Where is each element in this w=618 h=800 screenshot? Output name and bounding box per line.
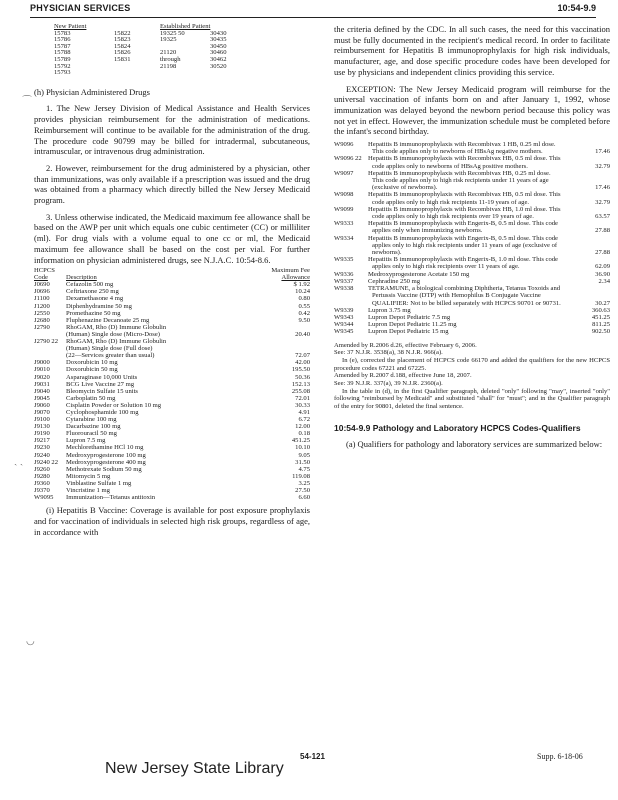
- hep-desc-cell: Medroxyprogesterone Acetate 150 mg: [368, 270, 470, 278]
- paragraph-h3: 3. Unless otherwise indicated, the Medicaid maximum fee allowance shall be based on the AWP per unit which equals one cubic centimeter (CC) or milliliter (ml). For drug vials with a volume equal to one cc or ml, the Medicaid maximum fee allowance shall be based on the cost per vial. For further information on physician administered drugs, see N.J.A.C. 10:54-8.6.: [34, 211, 310, 265]
- table-row: [334, 141, 610, 155]
- margin-mark: ˎ ˏ: [14, 455, 24, 466]
- drug-desc-cell: Promethazine 50 mg: [66, 309, 121, 317]
- drug-desc-cell: Medroxyprogesterone 400 mg: [66, 458, 146, 466]
- drug-amt-cell: [262, 345, 310, 352]
- drug-code-cell: J9020: [34, 373, 50, 381]
- hep-desc-cell: Lupron Depot Pediatric 7.5 mg: [368, 313, 451, 321]
- section-10-54-9-9-heading: 10:54-9.9 Pathology and Laboratory HCPCS Codes-Qualifiers: [334, 422, 581, 433]
- table-row: [34, 444, 310, 451]
- exception-paragraph: EXCEPTION: The New Jersey Medicaid program will reimburse for the universal vaccination of infants born on and after January 1, 1992, whose immunization was delayed beyond the newborn period because this policy was not yet in effect. However, the immunization schedule must be completed before the infant's second birthday.: [334, 83, 610, 137]
- drug-desc-cell: Ceftriaxone 250 mg: [66, 288, 119, 296]
- patient-code-cell: 15831: [114, 55, 131, 63]
- hep-desc-wrapper: [364, 206, 570, 220]
- drug-amt-cell: 9.50: [298, 316, 310, 324]
- hep-desc-wrapper: [364, 314, 570, 321]
- table-row: [34, 494, 310, 501]
- drug-amt-cell: 119.08: [292, 472, 310, 480]
- drug-code-cell: J0696: [34, 288, 50, 296]
- drug-desc-cell: Fluorouracil 50 mg: [66, 430, 117, 438]
- table-row: [34, 473, 310, 480]
- hep-desc-wrapper: [364, 328, 570, 335]
- drug-code-cell: J9000: [34, 359, 50, 367]
- amendment-see-1: See: 37 N.J.R. 3538(a), 38 N.J.R. 966(a).: [334, 349, 443, 357]
- drug-desc-cell: Carboplatin 50 mg: [66, 394, 116, 402]
- drug-desc-cell: (Human) Single dose (Full dose): [66, 345, 153, 353]
- patient-code-cell: 15823: [114, 36, 131, 44]
- table-row: [34, 331, 310, 338]
- description-header: Description: [66, 274, 97, 282]
- hep-desc-cell: Hepatitis B immunoprophylaxis with Recombivax HB, 0.5 ml dose. This code applies only to newborns of HBsAg positive mothers.: [368, 155, 561, 170]
- table-row: [334, 314, 610, 321]
- drug-amt-cell: 195.50: [291, 366, 310, 374]
- drug-code-cell: [34, 352, 66, 359]
- drug-amt-cell: 4.75: [298, 465, 310, 473]
- drug-code-cell: [34, 331, 66, 338]
- header-section-number: 10:54-9.9: [557, 3, 596, 13]
- drug-desc-cell: BCG Live Vaccine 27 mg: [66, 380, 135, 388]
- table-row: [34, 352, 310, 359]
- table-row: [34, 430, 310, 437]
- drug-desc-cell: Methotrexate Sodium 50 mg: [66, 465, 142, 473]
- table-row: [34, 437, 310, 444]
- amendment-detail-1: In (e), corrected the placement of HCPCS code 66170 and added the qualifiers for the new HCPCS procedure codes 67221 and 67225.: [334, 356, 610, 372]
- hep-code-cell: W9337: [334, 277, 354, 285]
- drug-code-cell: J9031: [34, 380, 50, 388]
- table-row: [34, 338, 310, 345]
- drug-code-cell: J2550: [34, 309, 50, 317]
- drug-desc-cell: Cyclophosphamide 100 mg: [66, 408, 139, 416]
- table-row: [34, 416, 310, 423]
- running-header: [30, 3, 596, 18]
- code-header: Code: [34, 274, 48, 282]
- table-row: [334, 155, 610, 169]
- table-row: [334, 191, 610, 205]
- hep-amount-cell: 17.46: [595, 148, 610, 156]
- hep-desc-wrapper: [364, 271, 570, 278]
- drug-code-cell: J1100: [34, 295, 50, 303]
- hep-amount-cell: 17.46: [595, 184, 610, 192]
- patient-code-row: [54, 70, 250, 77]
- drug-desc-cell: Dacarbazine 100 mg: [66, 423, 121, 431]
- table-row: [34, 466, 310, 473]
- drug-code-cell: J9130: [34, 423, 50, 431]
- library-stamp: New Jersey State Library: [105, 760, 284, 777]
- drug-amt-cell: 3.25: [298, 479, 310, 487]
- patient-code-cell: 19325 50: [160, 29, 185, 37]
- hep-code-cell: W9345: [334, 328, 354, 336]
- patient-code-cell: [114, 64, 160, 71]
- hep-amount-cell: 27.88: [595, 227, 610, 235]
- drug-code-cell: [34, 345, 66, 352]
- hep-desc-cell: Lupron Depot Pediatric 15 mg: [368, 328, 449, 336]
- hep-desc-cell: Hepatitis B immunoprophylaxis with Engerix-B, 0.5 ml dose. This code applies only when immunizing newborns.: [368, 220, 558, 235]
- table-row: [34, 381, 310, 388]
- hep-code-cell: W9099: [334, 205, 354, 213]
- drug-desc-cell: Cytarabine 100 mg: [66, 416, 117, 424]
- drug-code-cell: J9280: [34, 472, 50, 480]
- paragraph-i: (i) Hepatitis B Vaccine: Coverage is available for post exposure prophylaxis and for vaccination of individuals in selected high risk groups, regardless of age, in accordance with: [34, 505, 310, 537]
- patient-code-cell: 15826: [114, 49, 131, 57]
- table-row: [334, 206, 610, 220]
- drug-code-cell: J9240: [34, 451, 50, 459]
- table-row: [34, 303, 310, 310]
- patient-code-cell: through: [160, 55, 181, 63]
- page-number: 54-121: [300, 752, 325, 761]
- drug-amt-cell: 72.01: [295, 394, 310, 402]
- patient-code-cell: 30462: [210, 55, 227, 63]
- patient-code-cell: 21120: [160, 49, 177, 57]
- drug-code-cell: J9040: [34, 387, 50, 395]
- patient-code-cell: 15786: [54, 36, 71, 44]
- drug-code-cell: J9060: [34, 401, 50, 409]
- hep-amount-cell: 32.79: [595, 162, 610, 170]
- drug-amt-cell: 31.50: [295, 458, 310, 466]
- hep-desc-cell: Hepatitis B immunoprophylaxis with Engerix-B, 1.0 ml dose. This code applies only to high risk recipients over 11 years of age.: [368, 256, 558, 271]
- patient-code-cell: 21198: [160, 62, 177, 70]
- patient-code-cell: [210, 70, 250, 77]
- drug-amt-cell: 255.08: [291, 387, 310, 395]
- hep-desc-cell: Cephradine 250 mg: [368, 277, 421, 285]
- hep-amount-cell: 360.63: [591, 306, 610, 314]
- hep-code-cell: W9344: [334, 321, 354, 329]
- drug-amt-cell: 72.07: [295, 352, 310, 360]
- hep-amount-cell: 451.25: [591, 313, 610, 321]
- drug-desc-cell: Doxorubicin 10 mg: [66, 359, 118, 367]
- hep-desc-wrapper: [364, 235, 570, 257]
- patient-code-cell: 15792: [54, 62, 71, 70]
- drug-amt-cell: 9.05: [298, 451, 310, 459]
- table-row: [34, 374, 310, 381]
- amendment-see-2: See: 39 N.J.R. 337(a), 39 N.J.R. 2360(a).: [334, 380, 443, 388]
- table-row: [334, 220, 610, 234]
- drug-desc-cell: Medroxyprogesterone 100 mg: [66, 451, 146, 459]
- hep-desc-wrapper: [364, 155, 570, 169]
- hcpcs-header: HCPCS: [34, 267, 55, 275]
- drug-amt-cell: $ 1.92: [293, 281, 310, 289]
- drug-desc-cell: Dexamethasone 4 mg: [66, 295, 124, 303]
- drug-amt-cell: 6.60: [298, 494, 310, 502]
- drug-code-cell: J2790 22: [34, 338, 58, 346]
- right-column: [334, 24, 610, 450]
- hep-code-cell: W9096: [334, 141, 354, 149]
- hep-amount-cell: 62.09: [595, 263, 610, 271]
- hep-desc-wrapper: [364, 170, 570, 192]
- hep-desc-cell: Lupron Depot Pediatric 11.25 mg: [368, 321, 457, 329]
- drug-code-cell: J9070: [34, 408, 50, 416]
- hep-desc-cell: TETRAMUNE, a biological combining Diphtheria, Tetanus Toxoids and Pertussis Vaccine (DTP) with Hemophilus B Conjugate Vaccine QUALIFIER: Not to be billed separately with HCPCS 90701 or 90731.: [368, 285, 561, 307]
- table-row: [34, 423, 310, 430]
- patient-code-cell: [114, 70, 160, 77]
- patient-code-cell: 15822: [114, 29, 131, 37]
- hep-code-cell: W9343: [334, 313, 354, 321]
- table-row: [34, 324, 310, 331]
- table-row: [34, 409, 310, 416]
- left-column: [34, 24, 310, 537]
- drug-desc-cell: Immunization—Tetanus antitoxin: [66, 494, 156, 502]
- table-row: [34, 288, 310, 295]
- drug-desc-cell: Fluphenazine Decanoate 25 mg: [66, 316, 150, 324]
- table-row: [334, 235, 610, 257]
- drug-code-cell: J2680: [34, 316, 50, 324]
- drug-desc-cell: (Human) Single dose (Micro-Dose): [66, 330, 160, 338]
- drug-amt-cell: 42.00: [295, 359, 310, 367]
- drug-code-cell: J0690: [34, 281, 50, 289]
- amendment-note-2: Amended by R.2007 d.188, effective June 18, 2007.: [334, 372, 472, 380]
- hep-desc-wrapper: [364, 220, 570, 234]
- table-row: [34, 452, 310, 459]
- table-row: [34, 281, 310, 288]
- drug-desc-cell: Vincristine 1 mg: [66, 487, 110, 495]
- drug-amt-cell: 20.40: [295, 330, 310, 338]
- drug-amt-cell: 0.80: [298, 295, 310, 303]
- table-row: [34, 388, 310, 395]
- hep-desc-cell: Hepatitis B immunoprophylaxis with Recombivax HB, 0.25 ml dose. This code applies only to high risk recipients under 11 years of age (exclusive of newborns).: [368, 169, 551, 192]
- hep-amount-cell: 32.79: [595, 198, 610, 206]
- patient-code-cell: 30430: [210, 29, 227, 37]
- paragraph-i-continued: the criteria defined by the CDC. In all such cases, the need for this vaccination must be fully documented in the recipient's medical record. In order to facilitate reimbursement for Hepatitis B immunoprophylaxis for high risk individuals, manufacturer, age, and dose specific procedure codes have been developed for use by physicians and independent clinics providing this service.: [334, 24, 610, 77]
- drug-desc-cell: Vinblastine Sulfate 1 mg: [66, 479, 132, 487]
- patient-code-cell: 15787: [54, 42, 71, 50]
- drug-amt-cell: 4.91: [298, 408, 310, 416]
- drug-amt-cell: 30.33: [295, 401, 310, 409]
- table-row: [334, 307, 610, 314]
- drug-amt-cell: 10.24: [295, 288, 310, 296]
- patient-code-cell: 30520: [210, 62, 227, 70]
- patient-code-cell: 15793: [54, 69, 71, 77]
- hep-desc-cell: Hepatitis B immunoprophylaxis with Recombivax HB, 1.0 ml dose. This code applies only to high risk recipients over 19 years of age.: [368, 205, 561, 221]
- established-patient-header: Established Patient: [160, 23, 211, 30]
- table-row: [34, 345, 310, 352]
- hep-code-cell: W9098: [334, 191, 354, 199]
- drug-desc-cell: Cefazolin 500 mg: [66, 281, 114, 289]
- table-row: [34, 295, 310, 302]
- margin-mark: ◡: [26, 636, 35, 647]
- table-row: [34, 310, 310, 317]
- drug-desc-cell: Asparaginase 10,000 Units: [66, 373, 138, 381]
- hep-desc-cell: Hepatitis B immunoprophylaxis with Recombivax HB, 0.5 ml dose. This code applies only to high risk recipients 11-19 years of age.: [368, 191, 561, 206]
- drug-desc-cell: Mitomycin 5 mg: [66, 472, 111, 480]
- drug-amt-cell: 6.72: [298, 416, 310, 424]
- drug-code-table: [34, 267, 310, 501]
- drug-desc-cell: Lupron 7.5 mg: [66, 437, 106, 445]
- table-row: [334, 285, 610, 307]
- patient-code-table: [54, 24, 250, 77]
- drug-amt-cell: 152.13: [291, 380, 310, 388]
- drug-desc-cell: RhoGAM, Rho (D) Immune Globulin: [66, 323, 167, 331]
- section-h-heading: (h) Physician Administered Drugs: [34, 86, 150, 97]
- drug-desc-cell: Cisplatin Powder or Solution 10 mg: [66, 401, 162, 409]
- hep-desc-wrapper: [364, 141, 570, 155]
- amendment-note-1: Amended by R.2006 d.26, effective February 6, 2006.: [334, 341, 477, 349]
- table-row: [34, 402, 310, 409]
- drug-desc-cell: Doxorubicin 50 mg: [66, 366, 118, 374]
- drug-amt-cell: 10.10: [295, 444, 310, 452]
- table-row: [34, 487, 310, 494]
- table-row: [34, 359, 310, 366]
- patient-code-cell: 30450: [210, 42, 227, 50]
- patient-code-cell: [160, 70, 210, 77]
- patient-code-cell: 30435: [210, 36, 227, 44]
- hep-desc-cell: Lupron 3.75 mg: [368, 306, 411, 314]
- allowance-header: Allowance: [281, 274, 310, 282]
- table-row: [34, 395, 310, 402]
- hep-desc-wrapper: [364, 321, 570, 328]
- table-row: [334, 271, 610, 278]
- hep-code-cell: W9334: [334, 234, 354, 242]
- drug-amt-cell: 0.55: [298, 302, 310, 310]
- drug-amt-cell: 451.25: [291, 437, 310, 445]
- drug-amt-cell: 50.36: [295, 373, 310, 381]
- hep-code-cell: W9335: [334, 256, 354, 264]
- amendment-detail-2: In the table in (d), in the first Qualifier paragraph, deleted "only" following "may", inserted "only" following "reimbursed by Medicaid" and substituted "shall" for "must"; and in the Qualifier paragraph of the entry for 90801, deleted the final sentence.: [334, 387, 610, 411]
- hep-code-cell: W9333: [334, 220, 354, 228]
- table-row: [334, 278, 610, 285]
- patient-code-cell: 19325: [160, 36, 177, 44]
- header-title: PHYSICIAN SERVICES: [30, 3, 131, 13]
- drug-code-cell: J9370: [34, 487, 50, 495]
- drug-amt-cell: [262, 338, 310, 345]
- table-row: [34, 317, 310, 324]
- drug-code-cell: J9260: [34, 465, 50, 473]
- table-row: [334, 170, 610, 192]
- table-row: [334, 256, 610, 270]
- hepatitis-code-table: [334, 141, 610, 335]
- margin-mark: ⌒: [22, 96, 32, 107]
- patient-code-cell: 15789: [54, 55, 71, 63]
- hep-code-cell: W9336: [334, 270, 354, 278]
- patient-code-cell: 15788: [54, 49, 71, 57]
- drug-code-cell: J9190: [34, 430, 50, 438]
- drug-amt-cell: 0.42: [298, 309, 310, 317]
- paragraph-h1: 1. The New Jersey Division of Medical Assistance and Health Services provides physician reimbursement for the administration of medications. Reimbursement will continue to be available for the administration of the drug. The procedure code 90799 may be billed for intradermal, subcutaneous, intramuscular, or intravenous drug administration.: [34, 103, 310, 157]
- drug-amt-cell: 0.18: [298, 430, 310, 438]
- paragraph-h2: 2. However, reimbursement for the drug administered by a physician, other than immunizations, was only available if a prescription was issued and the drug was obtained from a pharmacy which directly billed the New Jersey Medicaid program.: [34, 162, 310, 206]
- hep-code-cell: W9097: [334, 169, 354, 177]
- table-row: [34, 366, 310, 373]
- hep-amount-cell: 63.57: [595, 213, 610, 221]
- patient-code-cell: 30460: [210, 49, 227, 57]
- new-patient-header: New Patient: [54, 23, 87, 30]
- drug-desc-cell: (22—Services greater than usual): [66, 352, 155, 360]
- hep-amount-cell: 36.90: [595, 270, 610, 278]
- patient-code-cell: 15824: [114, 42, 131, 50]
- hep-desc-wrapper: [364, 285, 570, 307]
- hep-amount-cell: 902.50: [591, 328, 610, 336]
- drug-amt-cell: [262, 324, 310, 331]
- hep-desc-wrapper: [364, 256, 570, 270]
- drug-code-cell: J9217: [34, 437, 50, 445]
- hep-amount-cell: 27.88: [595, 249, 610, 257]
- hep-amount-cell: 811.25: [592, 321, 610, 329]
- hep-code-cell: W9339: [334, 306, 354, 314]
- hep-desc-cell: Hepatitis B immunoprophylaxis with Engerix-B, 0.5 ml dose. This code applies only to high risk recipients under 11 years of age (exclusive of newborns).: [368, 234, 558, 257]
- supplement-date: Supp. 6-18-06: [537, 752, 583, 761]
- drug-desc-cell: Bleomycin Sulfate 15 units: [66, 387, 138, 395]
- table-row: [34, 459, 310, 466]
- max-fee-header: Maximum Fee: [271, 267, 310, 275]
- drug-amt-cell: 27.50: [295, 487, 310, 495]
- hep-amount-cell: 2.34: [598, 277, 610, 285]
- hep-amount-cell: 30.27: [595, 299, 610, 307]
- drug-desc-cell: RhoGAM, Rho (D) Immune Globulin: [66, 338, 167, 346]
- drug-code-cell: J2790: [34, 323, 50, 331]
- drug-amt-cell: 12.00: [295, 423, 310, 431]
- drug-desc-cell: Diphenhydramine 50 mg: [66, 302, 132, 310]
- drug-code-cell: J9230: [34, 444, 50, 452]
- table-row: [34, 480, 310, 487]
- drug-desc-cell: Mechlorethamine HCl 10 mg: [66, 444, 144, 452]
- drug-code-cell: J9240 22: [34, 458, 58, 466]
- patient-code-row: [54, 64, 250, 71]
- patient-code-cell: 15783: [54, 29, 71, 37]
- hep-desc-cell: Hepatitis B immunoprophylaxis with Recombivax 1 HB, 0.25 ml dose. This code applies only to newborns of HBsAg negative mothers.: [368, 141, 556, 156]
- drug-code-cell: J9010: [34, 366, 50, 374]
- hep-code-cell: W9338: [334, 285, 354, 293]
- drug-code-cell: J1200: [34, 302, 50, 310]
- hep-code-cell: W9096 22: [334, 155, 362, 163]
- drug-code-cell: J9360: [34, 479, 50, 487]
- drug-code-cell: J9045: [34, 394, 50, 402]
- drug-code-cell: J9100: [34, 416, 50, 424]
- drug-code-cell: W9095: [34, 494, 54, 502]
- hep-desc-wrapper: [364, 307, 570, 314]
- hep-desc-wrapper: [364, 191, 570, 205]
- hep-desc-wrapper: [364, 278, 570, 285]
- section-a-paragraph: (a) Qualifiers for pathology and laboratory services are summarized below:: [346, 438, 603, 449]
- table-row: [334, 328, 610, 335]
- table-row: [334, 321, 610, 328]
